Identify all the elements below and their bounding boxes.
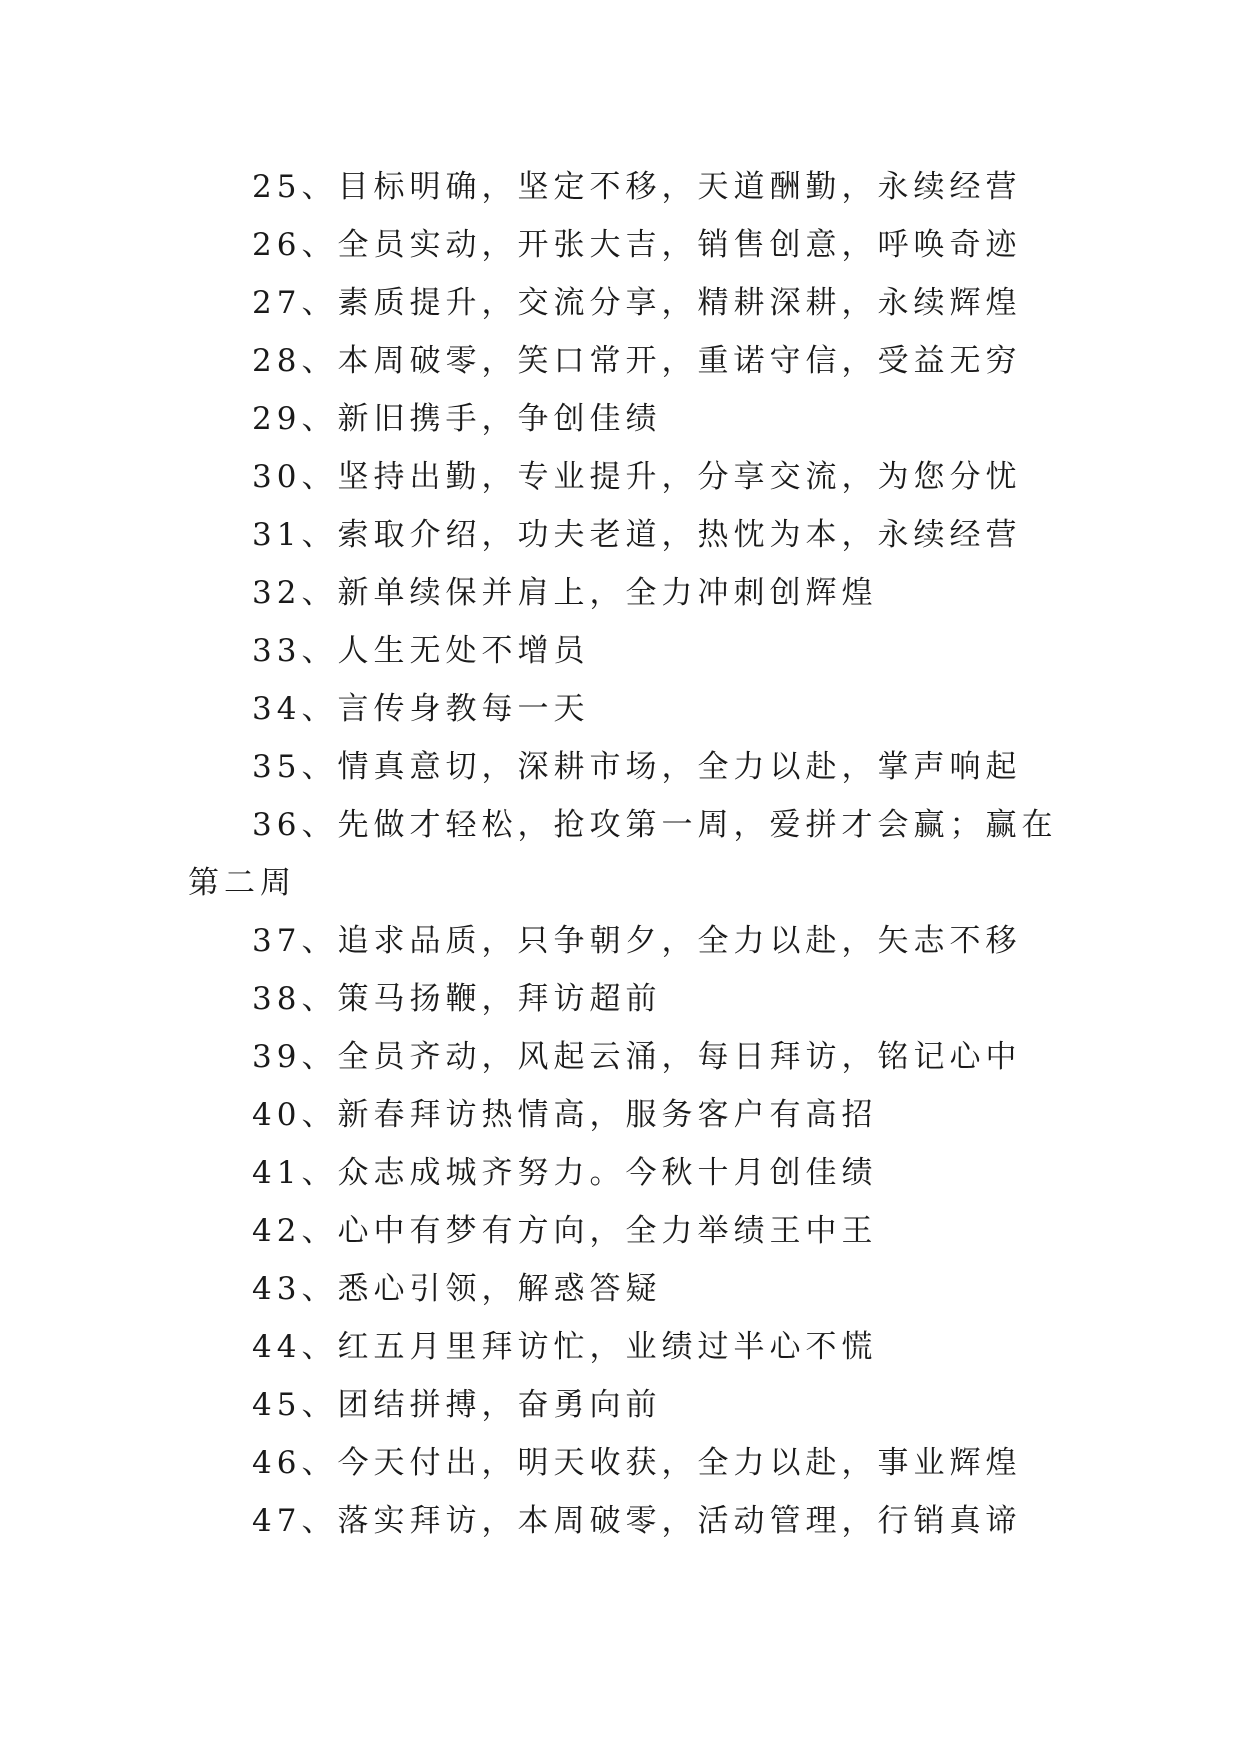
list-item: 31、索取介绍，功夫老道，热忱为本，永续经营 xyxy=(252,517,1022,553)
slogan-list xyxy=(188,158,1058,1550)
list-item: 37、追求品质，只争朝夕，全力以赴，矢志不移 xyxy=(252,923,1022,959)
list-item: 33、人生无处不增员 xyxy=(252,633,590,669)
list-item: 36、先做才轻松，抢攻第一周，爱拼才会赢；赢在第二周 xyxy=(188,807,1058,901)
list-item: 41、众志成城齐努力。今秋十月创佳绩 xyxy=(252,1155,878,1191)
list-item: 27、素质提升，交流分享，精耕深耕，永续辉煌 xyxy=(252,285,1022,321)
list-item: 28、本周破零，笑口常开，重诺守信，受益无穷 xyxy=(252,343,1022,379)
list-item: 46、今天付出，明天收获，全力以赴，事业辉煌 xyxy=(252,1445,1022,1481)
list-item: 25、目标明确，坚定不移，天道酬勤，永续经营 xyxy=(252,169,1022,205)
list-item: 47、落实拜访，本周破零，活动管理，行销真谛 xyxy=(252,1503,1022,1539)
list-item: 30、坚持出勤，专业提升，分享交流，为您分忧 xyxy=(252,459,1022,495)
list-item: 29、新旧携手，争创佳绩 xyxy=(252,401,662,437)
list-item: 39、全员齐动，风起云涌，每日拜访，铭记心中 xyxy=(252,1039,1022,1075)
list-item: 35、情真意切，深耕市场，全力以赴，掌声响起 xyxy=(252,749,1022,785)
list-item: 38、策马扬鞭，拜访超前 xyxy=(252,981,662,1017)
list-item: 34、言传身教每一天 xyxy=(252,691,590,727)
list-item: 45、团结拼搏，奋勇向前 xyxy=(252,1387,662,1423)
list-item: 42、心中有梦有方向，全力举绩王中王 xyxy=(252,1213,878,1249)
list-item: 32、新单续保并肩上，全力冲刺创辉煌 xyxy=(252,575,878,611)
list-item: 43、悉心引领，解惑答疑 xyxy=(252,1271,662,1307)
list-item: 40、新春拜访热情高，服务客户有高招 xyxy=(252,1097,878,1133)
list-item: 26、全员实动，开张大吉，销售创意，呼唤奇迹 xyxy=(252,227,1022,263)
list-item: 44、红五月里拜访忙，业绩过半心不慌 xyxy=(252,1329,878,1365)
